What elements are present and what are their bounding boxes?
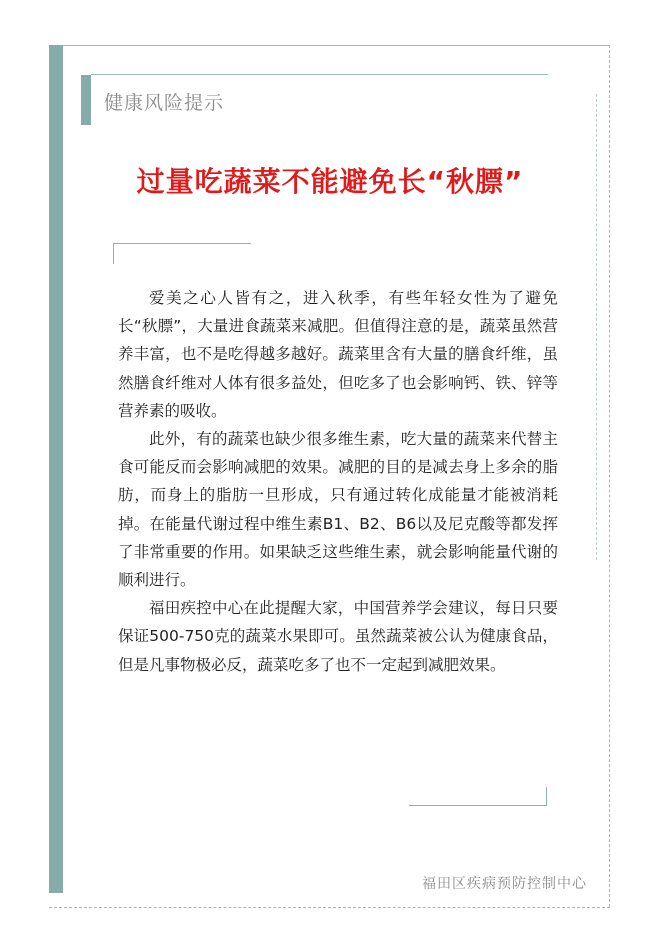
header-top-line — [91, 74, 548, 75]
article-body — [118, 284, 558, 679]
top-left-corner-bracket — [113, 243, 251, 264]
paragraph: 福田疾控中心在此提醒大家，中国营养学会建议，每日只要保证500-750克的蔬菜水果即可。虽然蔬菜被公认为健康食品，但是凡事物极必反，蔬菜吃多了也不一定起到减肥效果。 — [118, 599, 558, 674]
top-border-line — [63, 45, 610, 46]
footer-organization: 福田区疾病预防控制中心 — [422, 876, 587, 892]
paragraph: 此外，有的蔬菜也缺少很多维生素，吃大量的蔬菜来代替主食可能反而会影响减肥的效果。减肥的目的是减去身上多余的脂肪，而身上的脂肪一旦形成，只有通过转化成能量才能被消耗掉。在能量代谢过程中维生素B1、B2、B6以及尼克酸等都发挥了非常重要的作用。如果缺乏这些维生素，就会影响能量代谢的顺利进行。 — [118, 430, 558, 590]
bottom-right-corner-bracket — [409, 787, 547, 806]
section-label: 健康风险提示 — [104, 92, 225, 114]
article-title: 过量吃蔬菜不能避免长“秋膘” — [136, 165, 524, 198]
header-accent-bar — [81, 75, 91, 125]
paragraph: 爱美之心人皆有之，进入秋季，有些年轻女性为了避免长“秋膘”，大量进食蔬菜来减肥。但值得注意的是，蔬菜虽然营养丰富，也不是吃得越多越好。蔬菜里含有大量的膳食纤维，虽然膳食纤维对人体有很多益处，但吃多了也会影响钙、铁、锌等营养素的吸收。 — [118, 289, 558, 420]
bottom-dashed-border — [49, 907, 610, 908]
